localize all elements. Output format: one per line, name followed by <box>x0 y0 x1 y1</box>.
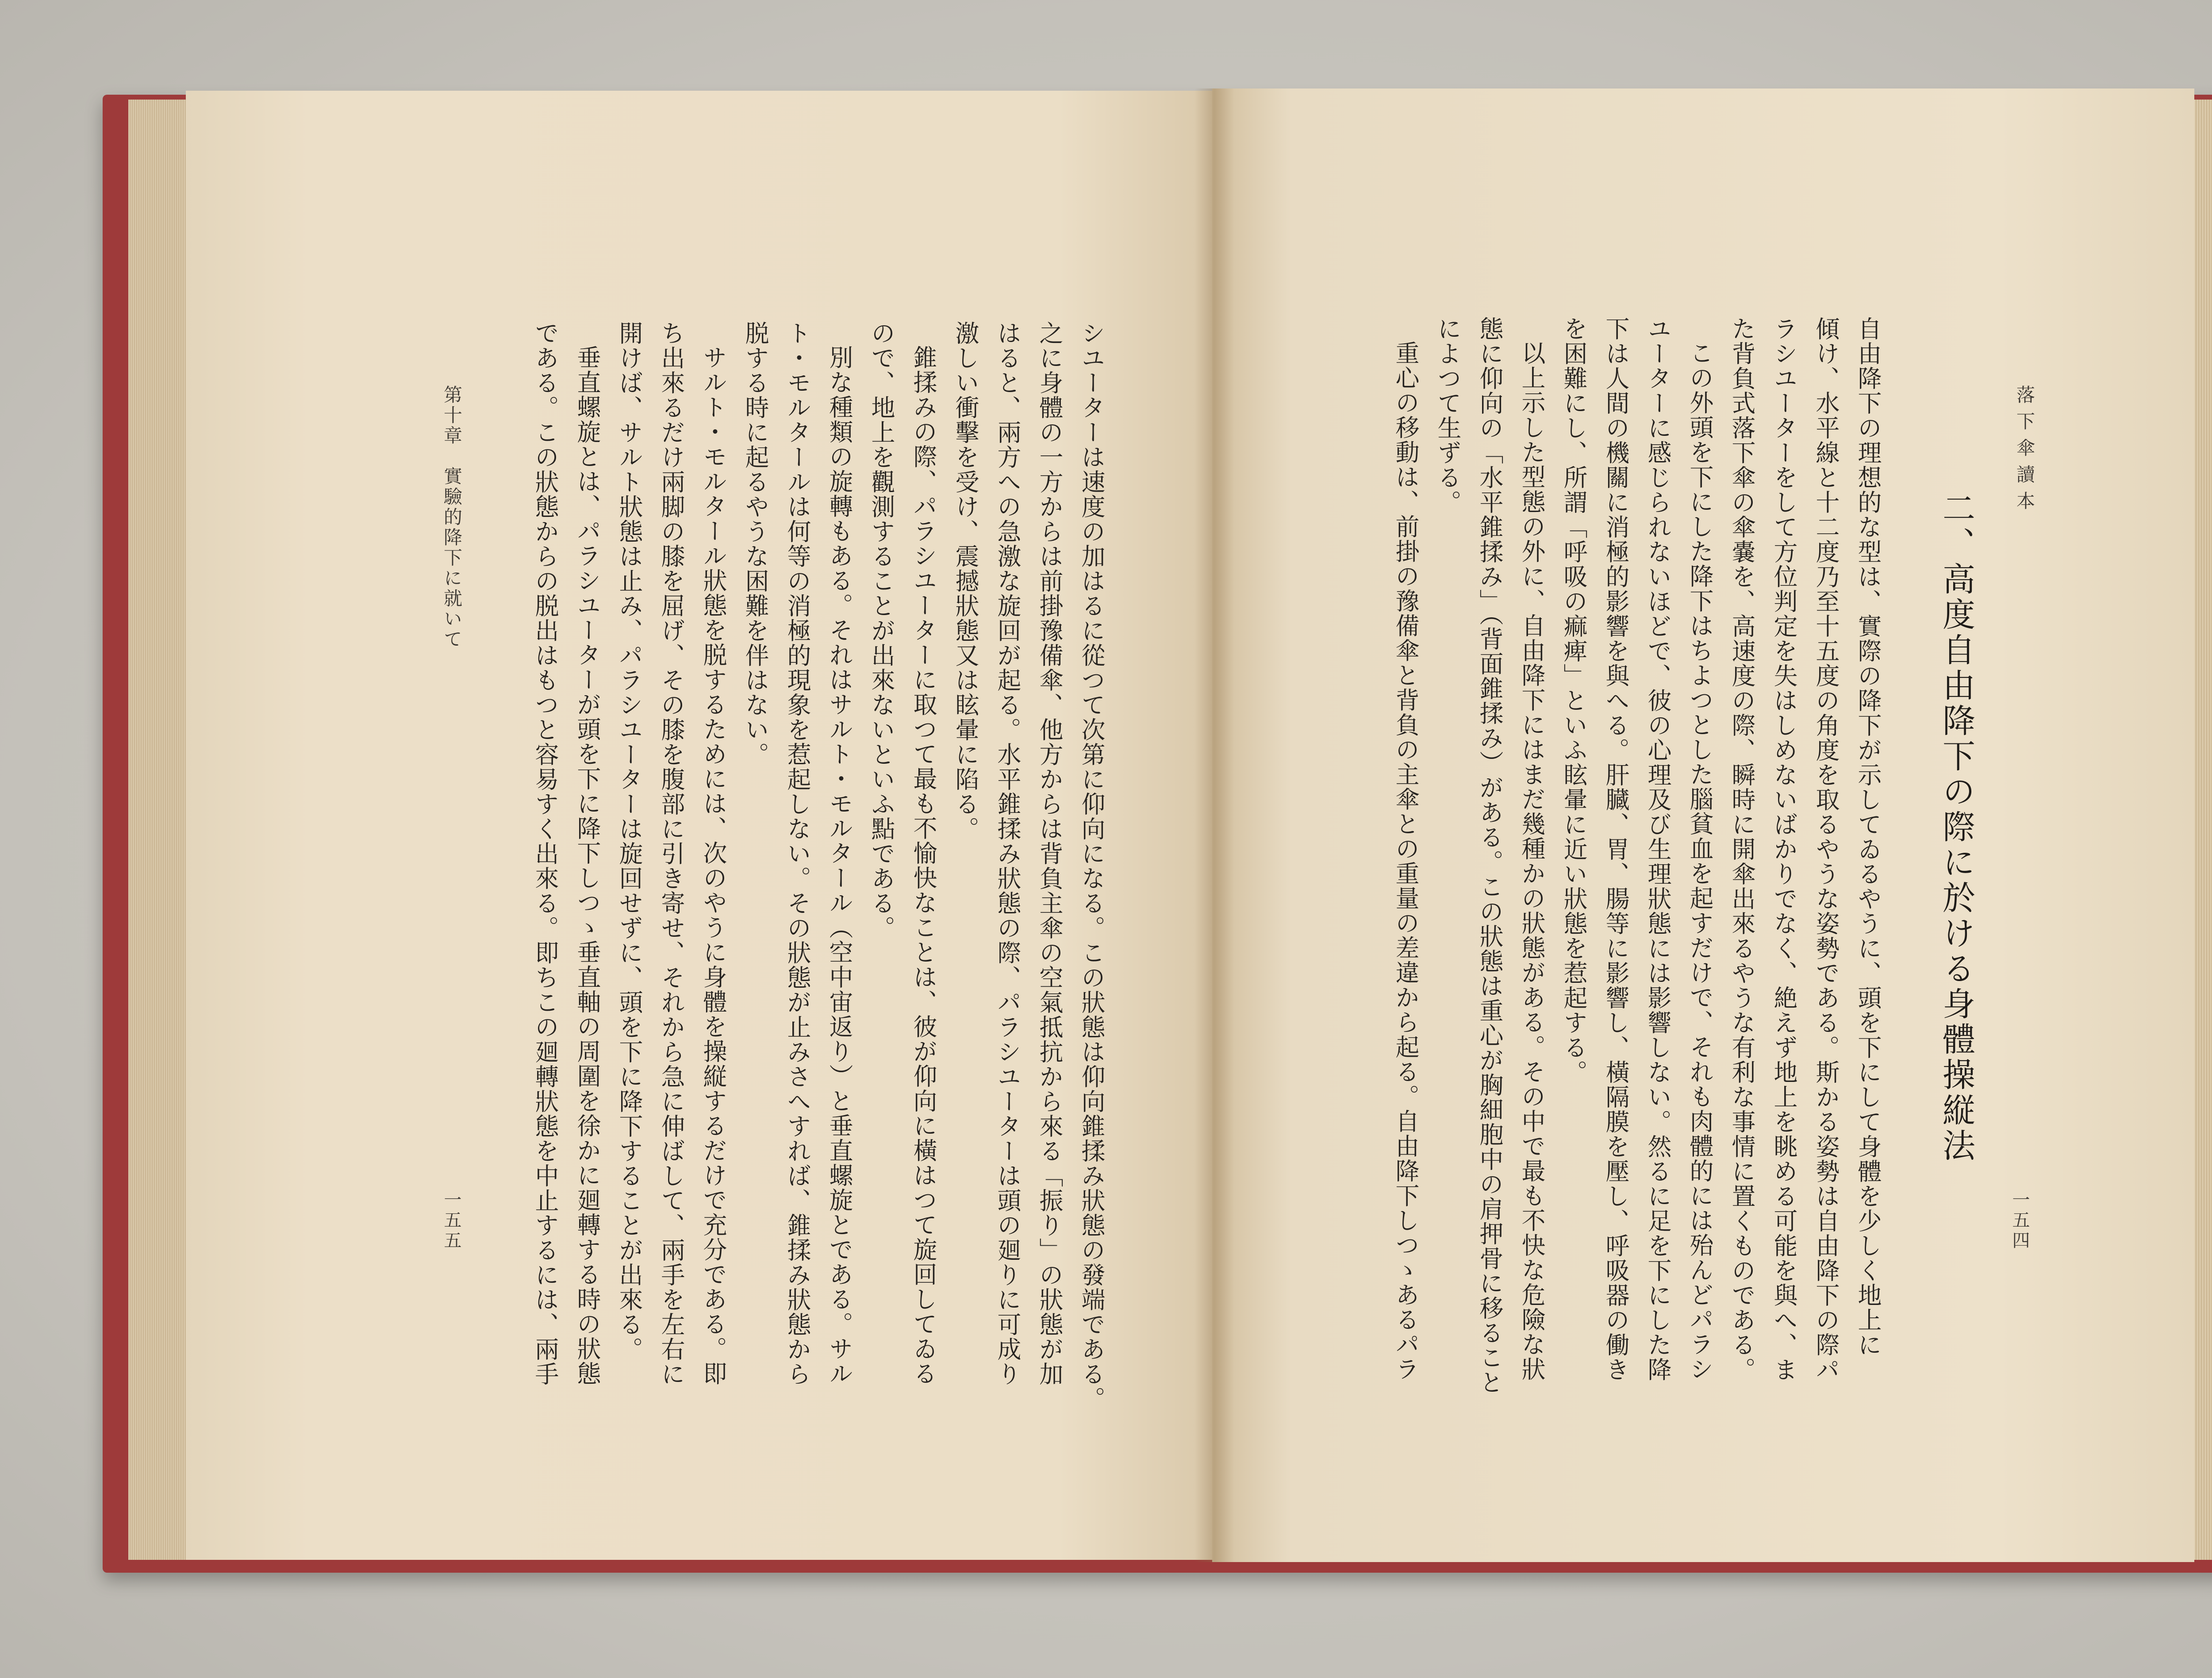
text-line: 自由降下の理想的な型は、實際の降下が示してゐるやうに、頭を下にして身體を少しく地上に <box>1854 316 1882 1357</box>
text-line: サルト・モルタール狀態を脱するためには、次のやうに身體を操縦するだけで充分である。即 <box>699 345 727 1386</box>
text-line: 以上示した型態の外に、自由降下にはまだ幾種かの狀態がある。その中で最も不快な危險な狀 <box>1518 341 1546 1382</box>
running-foot: 第十章 實驗的降下に就いて <box>441 385 463 650</box>
text-line: はると、兩方への急激な旋回が起る。水平錐揉み狀態の際、パラシユーターは頭の廻りに可成り <box>994 321 1022 1386</box>
page-number-left: 一五五 <box>441 1190 461 1251</box>
text-line: この外頭を下にした降下はちよつとした腦貧血を起すだけで、それも肉體的には殆んどパラシ <box>1686 341 1714 1382</box>
text-line: ち出來るだけ兩脚の膝を屈げ、その膝を腹部に引き寄せ、それから急に伸ばして、兩手を左右に <box>657 321 685 1386</box>
page-number-right: 一五四 <box>2009 1190 2030 1251</box>
text-line: によつて生ずる。 <box>1434 316 1462 515</box>
text-line: ラシユーターをして方位判定を失はしめないばかりでなく、絶えず地上を眺める可能を與へ、ま <box>1770 316 1798 1382</box>
text-line: シユーターは速度の加はるに從つて次第に仰向になる。この狀態は仰向錐揉み狀態の發端である。 <box>1078 321 1106 1411</box>
text-line: 開けば、サルト狀態は止み、パラシユーターは旋回せずに、頭を下に降下することが出來る。 <box>615 321 643 1362</box>
running-head: 落下傘讀本 <box>2014 385 2035 518</box>
page-edges-left <box>128 100 195 1560</box>
text-line: 態に仰向の「水平錐揉み」（背面錐揉み）がある。この狀態は重心が胸細胞中の肩押骨に移ること <box>1476 316 1504 1395</box>
text-line: を困難にし、所謂「呼吸の痲痺」といふ眩暈に近い狀態を惹起する。 <box>1560 316 1588 1085</box>
section-heading: 二、高度自由降下の際に於ける身體操縦法 <box>1937 491 1975 1164</box>
text-line: 脱する時に起るやうな困難を伴はない。 <box>741 321 769 767</box>
text-line: 重心の移動は、前掛の豫備傘と背負の主傘との重量の差違から起る。自由降下しつゝあるパラ <box>1392 341 1420 1382</box>
text-line: 傾け、水平線と十二度乃至十五度の角度を取るやうな姿勢である。斯かる姿勢は自由降下の際パ <box>1812 316 1840 1382</box>
text-line: 激しい衝擊を受け、震撼狀態又は眩暈に陷る。 <box>952 321 979 841</box>
text-line: 垂直螺旋とは、パラシユーターが頭を下に降下しつゝ垂直軸の周圍を徐かに廻轉する時の狀態 <box>573 345 601 1386</box>
text-line: ユーターに感じられないほどで、彼の心理及び生理狀態には影響しない。然るに足を下にした降 <box>1644 316 1672 1382</box>
text-line: ので、地上を觀測することが出來ないといふ點である。 <box>868 321 895 940</box>
text-line: た背負式落下傘の傘嚢を、高速度の際、瞬時に開傘出來るやうな有利な事情に置くものである。 <box>1728 316 1756 1382</box>
text-line: ト・モルタールは何等の消極的現象を惹起しない。その狀態が止みさへすれば、錐揉み狀態から <box>783 321 811 1386</box>
text-line: 錐揉みの際、パラシユーターに取つて最も不愉快なことは、彼が仰向に橫はつて旋回してゐる <box>910 345 937 1386</box>
text-line: 別な種類の旋轉もある。それはサルト・モルタール（空中宙返り）と垂直螺旋とである。サル <box>826 345 853 1386</box>
text-line: である。この狀態からの脱出はもつと容易すく出來る。即ちこの廻轉狀態を中止するには、兩手 <box>531 321 559 1386</box>
book-gutter <box>1194 89 1234 1562</box>
text-line: 之に身體の一方からは前掛豫備傘、他方からは背負主傘の空氣抵抗から來る「振り」の狀態が加 <box>1036 321 1064 1386</box>
text-line: 下は人間の機關に消極的影響を與へる。肝臓、胃、腸等に影響し、橫隔膜を壓し、呼吸器の働き <box>1602 316 1630 1382</box>
